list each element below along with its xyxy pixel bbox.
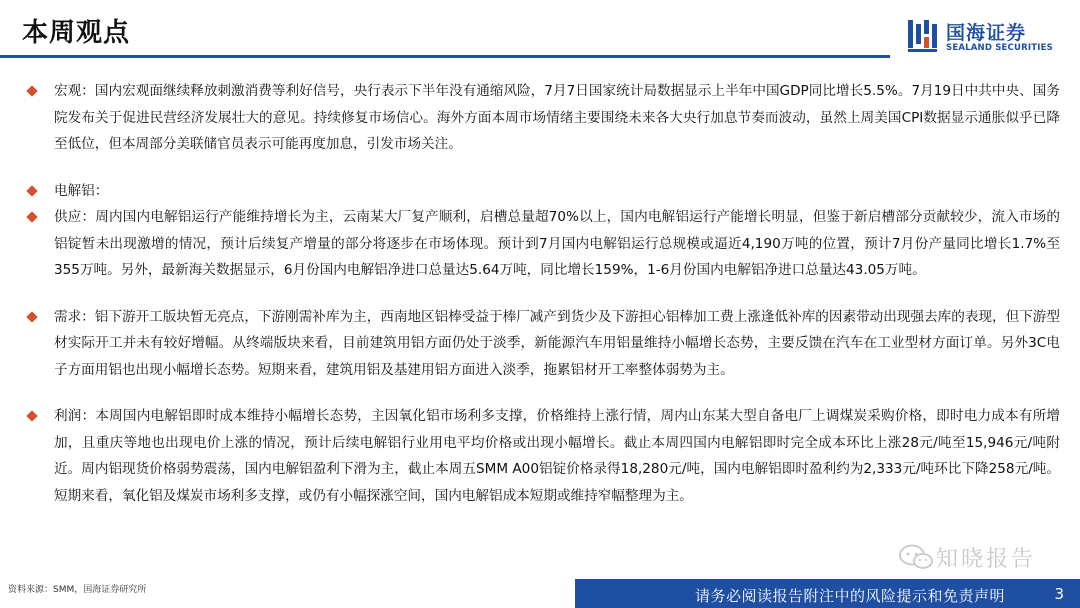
disclaimer-text: 请务必阅读报告附注中的风险提示和免责声明: [695, 587, 1006, 605]
page-title: 本周观点: [22, 18, 131, 48]
sealand-logo: [906, 18, 1066, 58]
page-number: 3: [1054, 585, 1064, 603]
diamond-bullet-icon: [26, 185, 37, 196]
logo-chinese-name: 国海证券: [946, 22, 1027, 44]
diamond-bullet-icon: [26, 410, 37, 421]
aluminum-heading-text: 电解铝：: [54, 182, 109, 199]
diamond-bullet-icon: [26, 211, 37, 222]
disclaimer-bar: [575, 579, 1080, 608]
slide-header: [0, 0, 1080, 62]
watermark-text: 知晓报告: [936, 547, 1037, 572]
title-divider: [0, 55, 890, 58]
macro-text: 宏观：国内宏观面继续释放刺激消费等利好信号，央行表示下半年没有通缩风险，7月7日国家统计局数据显示上半年中国GDP同比增长5.5%。7月19日中共中央、国务院发布关于促进民营经济发展壮大的意见。持续修复市场信心。海外方面本周市场情绪主要围绕未来各大央行加息节奏而波动，虽然上周美国CPI数据显示通胀似乎已降至低位，但本周部分美联储官员表示可能再度加息，引发市场关注。: [54, 83, 1060, 152]
source-note: 资料来源：SMM，国海证券研究所: [8, 585, 147, 595]
watermark: [898, 540, 1048, 574]
aluminum-heading: [26, 178, 1060, 205]
sealand-logo-icon: [906, 18, 940, 54]
slide-footer: [0, 578, 1080, 608]
supply-paragraph: [26, 204, 1060, 284]
diamond-bullet-icon: [26, 85, 37, 96]
demand-paragraph: [26, 304, 1060, 384]
logo-english-name: SEALAND SECURITIES: [946, 43, 1053, 53]
demand-text: 需求：铝下游开工版块暂无亮点，下游刚需补库为主，西南地区铝棒受益于棒厂减产到货少及下游担心铝棒加工费上涨逢低补库的因素带动出现强去库的表现，但下游型材实际开工并未有较好增幅。从终端版块来看，目前建筑用铝方面仍处于淡季，新能源汽车用铝量维持小幅增长态势，主要反馈在汽车在工业型材方面订单。另外3C电子方面用铝也出现小幅增长态势。短期来看，建筑用铝及基建用铝方面进入淡季，拖累铝材开工率整体弱势为主。: [54, 308, 1060, 378]
profit-paragraph: [26, 403, 1060, 509]
diamond-bullet-icon: [26, 311, 37, 322]
wechat-icon: [898, 543, 934, 571]
macro-paragraph: [26, 78, 1060, 158]
slide-content: [26, 78, 1060, 509]
supply-text: 供应：周内国内电解铝运行产能维持增长为主，云南某大厂复产顺利，启槽总量超70%以上，国内电解铝运行产能增长明显，但鉴于新启槽部分贡献较少，流入市场的铝锭暂未出现激增的情况，预计后续复产增量的部分将逐步在市场体现。预计到7月国内电解铝运行总规模或逼近4,190万吨的位置，预计7月份产量同比增长1.7%至355万吨。另外，最新海关数据显示，6月份国内电解铝净进口总量达5.64万吨，同比增长159%，1-6月份国内电解铝净进口总量达43.05万吨。: [54, 209, 1060, 278]
profit-text: 利润：本周国内电解铝即时成本维持小幅增长态势，主因氧化铝市场利多支撑，价格维持上涨行情，周内山东某大型自备电厂上调煤炭采购价格，即时电力成本有所增加，且重庆等地也出现电价上涨的情况，预计后续电解铝行业用电平均价格或出现小幅增长。截止本周四国内电解铝即时完全成本环比上涨28元/吨至15,946元/吨附近。周内铝现货价格弱势震荡，国内电解铝盈利下滑为主，截止本周五SMM A00铝锭价格录得18,280元/吨，国内电解铝即时盈利约为2,333元/吨环比下降258元/吨。短期来看，氧化铝及煤炭市场利多支撑，或仍有小幅探涨空间，国内电解铝成本短期或维持窄幅整理为主。: [54, 408, 1060, 504]
